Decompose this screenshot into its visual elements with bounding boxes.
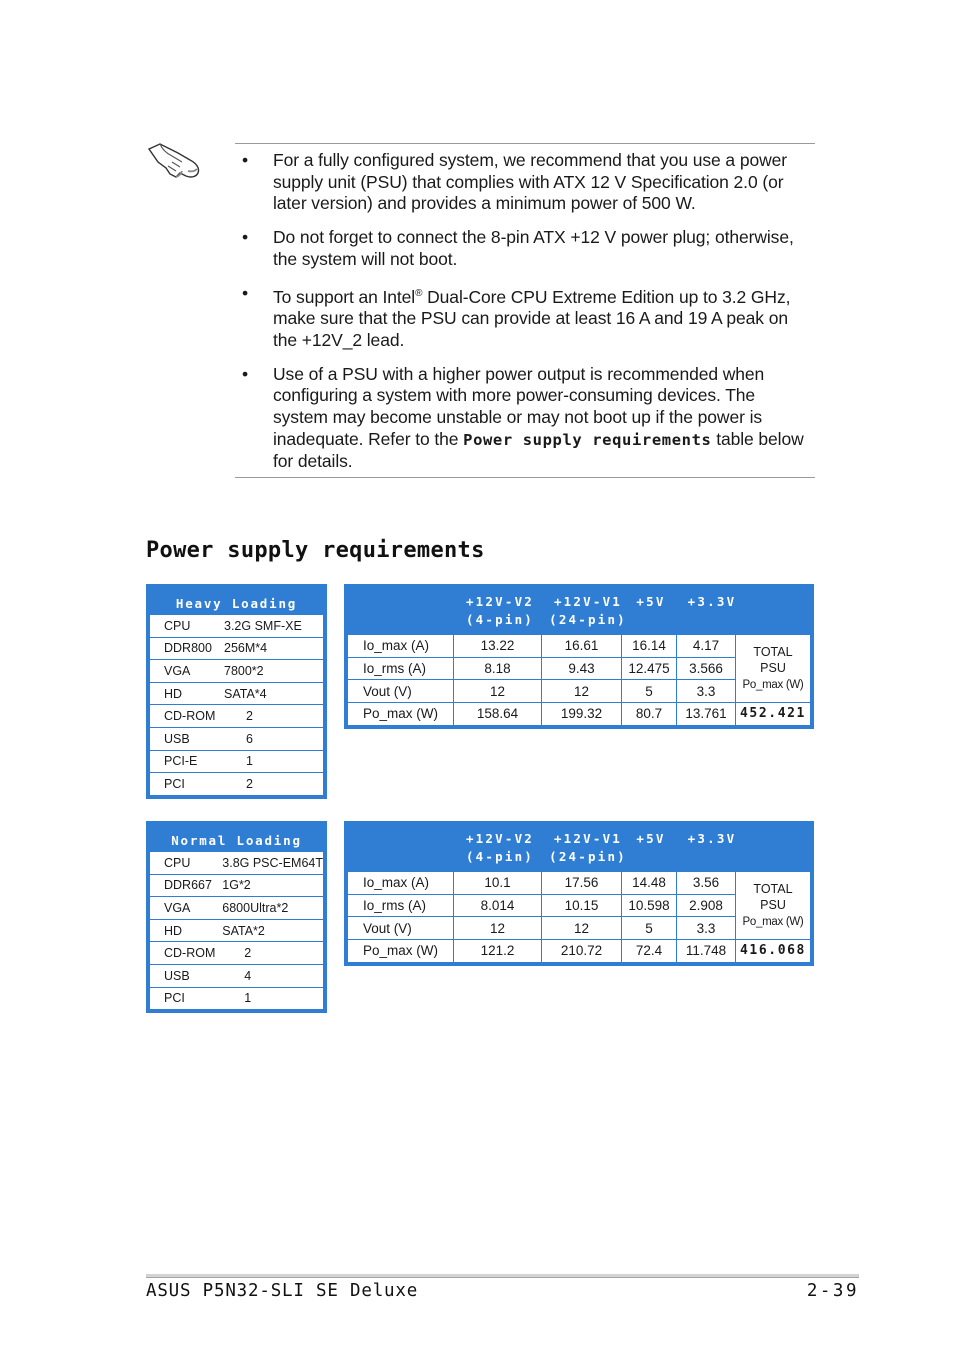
table-row xyxy=(150,987,324,1010)
table-cell: 6 xyxy=(220,727,324,750)
normal-loading-table xyxy=(149,851,324,1010)
footer-page-number: 2-39 xyxy=(806,1281,859,1301)
table-cell: DDR667 xyxy=(150,874,219,897)
table-cell: Po_max (W) xyxy=(348,703,454,726)
table-cell: VGA xyxy=(150,897,219,920)
registered-mark: ® xyxy=(415,287,423,299)
table-cell: 158.64 xyxy=(454,703,542,726)
table-row xyxy=(348,872,811,895)
heavy-loading-table xyxy=(149,614,324,796)
table-cell: 12 xyxy=(454,680,542,703)
note-item: • For a fully configured system, we recommend that you use a power supply unit (PSU) that complies with ATX 12 V Specification 2.0 (or later version) and provides a minimum power of 500 W. xyxy=(242,150,787,214)
heavy-power-panel xyxy=(344,584,814,729)
table-cell: 7800*2 xyxy=(220,660,324,683)
table-cell: 9.43 xyxy=(542,657,622,680)
table-cell: Io_rms (A) xyxy=(348,894,454,917)
table-cell: 11.748 xyxy=(677,940,736,963)
table-cell: 6800Ultra*2 xyxy=(218,897,323,920)
table-row xyxy=(150,942,324,965)
table-cell: 1G*2 xyxy=(218,874,323,897)
table-cell: PCI xyxy=(150,987,219,1010)
table-cell: 12.475 xyxy=(622,657,677,680)
total-power-value: 416.068 xyxy=(736,940,811,963)
rail-header: +12V-V2 (4-pin) +12V-V1 (24-pin) +5V +3.3V xyxy=(465,831,737,864)
table-cell: 10.15 xyxy=(542,894,622,917)
table-cell: Io_max (A) xyxy=(348,635,454,658)
table-cell: 199.32 xyxy=(542,703,622,726)
normal-loading-panel xyxy=(146,821,327,1013)
table-cell: SATA*2 xyxy=(218,919,323,942)
table-cell: 8.014 xyxy=(454,894,542,917)
table-row xyxy=(150,773,324,796)
hand-pointing-note-icon xyxy=(146,140,202,182)
table-cell: 2 xyxy=(218,942,323,965)
table-cell: 4 xyxy=(218,964,323,987)
normal-power-panel xyxy=(344,821,814,966)
footer-rule xyxy=(146,1274,859,1278)
table-cell: DDR800 xyxy=(150,637,221,660)
note-list xyxy=(242,150,812,485)
normal-power-table xyxy=(347,871,811,963)
table-cell: USB xyxy=(150,964,219,987)
table-row xyxy=(150,919,324,942)
table-cell: CPU xyxy=(150,615,221,638)
table-row xyxy=(150,874,324,897)
table-row xyxy=(150,852,324,875)
footer-product-name: ASUS P5N32-SLI SE Deluxe xyxy=(146,1281,419,1301)
table-cell: 80.7 xyxy=(622,703,677,726)
table-cell: 3.3 xyxy=(677,680,736,703)
table-row xyxy=(150,705,324,728)
table-cell: PCI xyxy=(150,773,221,796)
note-bottom-rule xyxy=(235,477,815,478)
table-cell: 14.48 xyxy=(622,872,677,895)
table-cell: CD-ROM xyxy=(150,942,219,965)
total-power-value: 452.421 xyxy=(736,703,811,726)
total-psu-label: TOTAL PSU Po_max (W) xyxy=(736,635,811,703)
table-row xyxy=(348,703,811,726)
table-row xyxy=(348,635,811,658)
table-row xyxy=(150,964,324,987)
table-cell: 17.56 xyxy=(542,872,622,895)
table-cell: HD xyxy=(150,682,221,705)
table-cell: 2.908 xyxy=(677,894,736,917)
rail-header: +12V-V2 (4-pin) +12V-V1 (24-pin) +5V +3.3V xyxy=(465,594,737,627)
table-cell: VGA xyxy=(150,660,221,683)
table-cell: Vout (V) xyxy=(348,680,454,703)
table-cell: 2 xyxy=(220,773,324,796)
table-cell: 210.72 xyxy=(542,940,622,963)
table-cell: 1 xyxy=(218,987,323,1010)
table-cell: 13.22 xyxy=(454,635,542,658)
table-cell: 3.2G SMF-XE xyxy=(220,615,324,638)
note-item: • Do not forget to connect the 8-pin ATX +12 V power plug; otherwise, the system will not boot. xyxy=(242,227,794,269)
table-cell: 4.17 xyxy=(677,635,736,658)
heavy-loading-title: Heavy Loading xyxy=(175,596,298,611)
table-cell: CD-ROM xyxy=(150,705,221,728)
table-cell: 16.61 xyxy=(542,635,622,658)
table-cell: 8.18 xyxy=(454,657,542,680)
table-cell: Vout (V) xyxy=(348,917,454,940)
table-row xyxy=(348,940,811,963)
table-cell: Io_rms (A) xyxy=(348,657,454,680)
table-row xyxy=(150,660,324,683)
heavy-loading-panel xyxy=(146,584,327,799)
table-cell: 5 xyxy=(622,680,677,703)
table-cell: 10.598 xyxy=(622,894,677,917)
table-cell: 2 xyxy=(220,705,324,728)
table-reference: Power supply requirements xyxy=(463,430,712,449)
table-cell: Po_max (W) xyxy=(348,940,454,963)
note-item: • To support an Intel® Dual-Core CPU Extreme Edition up to 3.2 GHz, make sure that the PSU can provide at least 16 A and 19 A peak on the +12V_2 lead. xyxy=(242,282,791,350)
section-title: Power supply requirements xyxy=(146,538,485,563)
table-cell: 72.4 xyxy=(622,940,677,963)
table-cell: 3.566 xyxy=(677,657,736,680)
table-row xyxy=(150,637,324,660)
table-cell: 3.3 xyxy=(677,917,736,940)
table-cell: SATA*4 xyxy=(220,682,324,705)
table-cell: HD xyxy=(150,919,219,942)
table-cell: Io_max (A) xyxy=(348,872,454,895)
table-cell: 1 xyxy=(220,750,324,773)
table-row xyxy=(150,750,324,773)
table-cell: 13.761 xyxy=(677,703,736,726)
table-cell: CPU xyxy=(150,852,219,875)
table-cell: 3.56 xyxy=(677,872,736,895)
table-cell: 121.2 xyxy=(454,940,542,963)
note-item: • Use of a PSU with a higher power output is recommended when configuring a system with more power-consuming devices. The system may become unstable or may not boot up if the power is inadequate. Refer to the Power supply requirements table below for details. xyxy=(242,363,804,472)
table-cell: 3.8G PSC-EM64T xyxy=(218,852,323,875)
note-top-rule xyxy=(235,143,815,144)
table-cell: PCI-E xyxy=(150,750,221,773)
table-cell: 16.14 xyxy=(622,635,677,658)
normal-loading-title: Normal Loading xyxy=(171,833,302,848)
total-psu-label: TOTAL PSU Po_max (W) xyxy=(736,872,811,940)
table-cell: 10.1 xyxy=(454,872,542,895)
table-cell: 12 xyxy=(454,917,542,940)
heavy-power-table xyxy=(347,634,811,726)
table-row xyxy=(150,727,324,750)
table-cell: 256M*4 xyxy=(220,637,324,660)
table-cell: USB xyxy=(150,727,221,750)
table-cell: 5 xyxy=(622,917,677,940)
table-cell: 12 xyxy=(542,917,622,940)
table-cell: 12 xyxy=(542,680,622,703)
table-row xyxy=(150,615,324,638)
table-row xyxy=(150,682,324,705)
table-row xyxy=(150,897,324,920)
